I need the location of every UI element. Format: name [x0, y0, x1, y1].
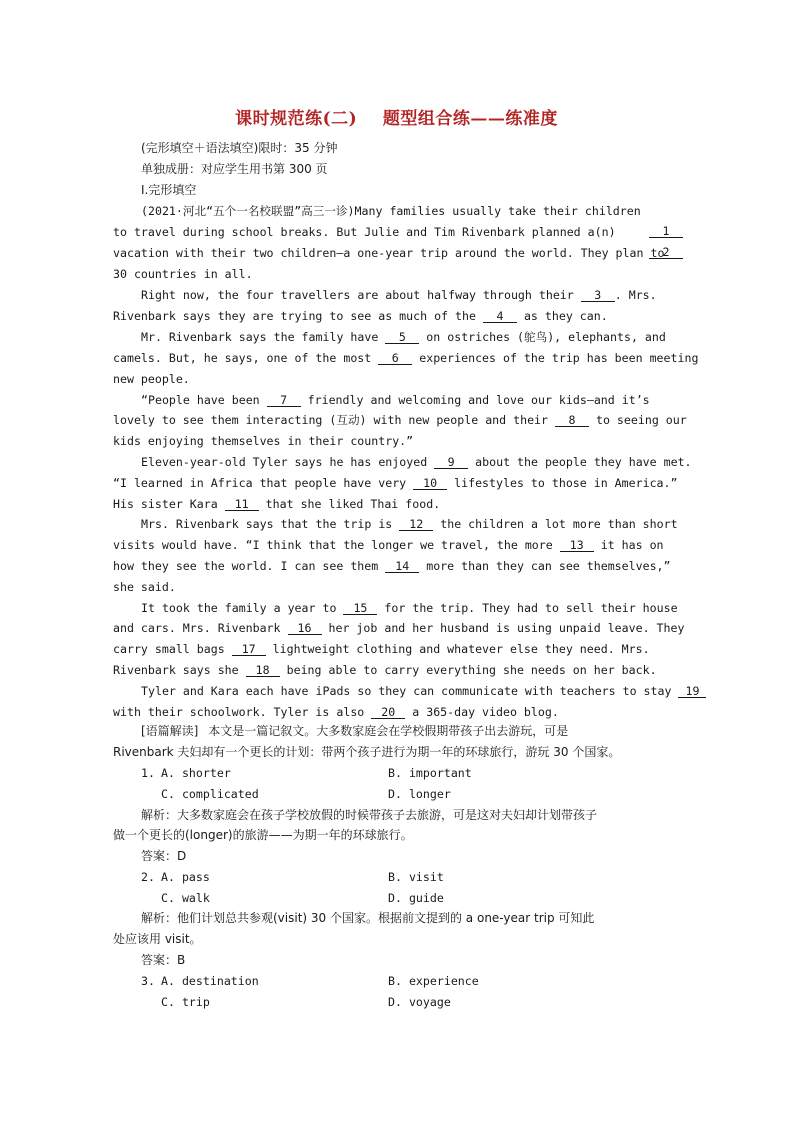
passage-text: camels. But, he says, one of the most [113, 351, 372, 365]
passage-text: and cars. Mrs. Rivenbark [113, 621, 281, 635]
passage-text: on ostriches (鸵鸟), elephants, and [426, 330, 666, 344]
passage-text: as they can. [523, 309, 608, 323]
passage-text: lifestyles to those in America.” [454, 476, 678, 490]
passage-line [113, 621, 683, 635]
passage-text: it has on [600, 538, 664, 552]
passage-text: vacation with their two children—a one-year trip around the world. They plan to [113, 246, 665, 260]
blank-16: 16 [288, 622, 322, 635]
passage-line [141, 684, 700, 698]
passage-line [113, 309, 683, 323]
option-b: B. experience [388, 974, 479, 988]
passage-line [113, 413, 687, 427]
passage-text: Eleven-year-old Tyler says he has enjoyed [141, 455, 428, 469]
blank-4: 4 [483, 310, 517, 323]
passage-line [141, 601, 683, 615]
passage-text: her job and her husband is using unpaid leave. They [328, 621, 685, 635]
analysis-line [141, 724, 683, 738]
blank-13: 13 [560, 539, 594, 552]
passage-text: Right now, the four travellers are about halfway through their [141, 288, 574, 302]
blank-2: 2 [649, 246, 683, 259]
passage-text: with their schoolwork. Tyler is also [113, 705, 365, 719]
analysis-text: 本文是一篇记叙文。大多数家庭会在学校假期带孩子出去游玩，可是 [208, 724, 569, 738]
passage-text: about the people they have met. [475, 455, 692, 469]
blank-7: 7 [267, 394, 301, 407]
passage-text: that she liked Thai food. [265, 497, 441, 511]
blank-17: 17 [232, 643, 266, 656]
passage-text: carry small bags [113, 642, 225, 656]
passage-text: lovely to see them interacting (互动) with new people and their [113, 413, 549, 427]
passage-line [141, 288, 683, 302]
option-b: B. important [388, 766, 472, 780]
blank-19: 19 [678, 685, 706, 698]
passage-line [113, 246, 683, 260]
page-title: 课时规范练(二) 题型组合练——练准度 [235, 109, 558, 129]
passage-text: being able to carry everything she needs on her back. [286, 663, 657, 677]
option-c: C. trip [161, 995, 210, 1009]
blank-8: 8 [555, 414, 589, 427]
passage-text: “I learned in Africa that people have very [113, 476, 407, 490]
question-number: 1. [141, 766, 155, 780]
passage-text: Tyler and Kara each have iPads so they can communicate with teachers to stay [141, 684, 672, 698]
blank-6: 6 [378, 352, 412, 365]
option-d: D. voyage [388, 995, 451, 1009]
passage-text: visits would have. “I think that the longer we travel, the more [113, 538, 553, 552]
passage-text: It took the family a year to [141, 601, 337, 615]
explanation-line: 解析：大多数家庭会在孩子学校放假的时候带孩子去旅游，可是这对夫妇却计划带孩子 [141, 808, 598, 822]
answer-line: 答案：D [141, 849, 187, 863]
explanation-line: 处应该用 visit。 [113, 932, 202, 946]
option-a: A. shorter [161, 766, 231, 780]
passage-line [113, 705, 683, 719]
passage-line [113, 351, 699, 365]
passage-text: His sister Kara [113, 497, 218, 511]
passage-line [113, 642, 683, 656]
passage-text: . Mrs. [614, 288, 657, 302]
passage-line [113, 225, 683, 239]
passage-line: (2021·河北“五个一名校联盟”高三一诊)Many families usually take their children [141, 204, 641, 218]
passage-line [141, 330, 683, 344]
option-c: C. complicated [161, 787, 259, 801]
passage-line: kids enjoying themselves in their country.” [113, 434, 414, 448]
passage-text: lightweight clothing and whatever else they need. Mrs. [272, 642, 650, 656]
blank-1: 1 [649, 225, 683, 238]
analysis-line: Rivenbark 夫妇却有一个更长的计划：带两个孩子进行为期一年的环球旅行，游玩 30 个国家。 [113, 745, 621, 759]
passage-text: for the trip. They had to sell their house [384, 601, 678, 615]
passage-line: 30 countries in all. [113, 267, 253, 281]
passage-text: experiences of the trip has been meeting [419, 351, 699, 365]
blank-12: 12 [399, 518, 433, 531]
passage-line [141, 517, 683, 531]
answer-line: 答案：B [141, 953, 186, 967]
option-d: D. guide [388, 891, 444, 905]
blank-9: 9 [434, 456, 468, 469]
passage-line [113, 497, 683, 511]
passage-line [113, 538, 683, 552]
explanation-line: 解析：他们计划总共参观(visit) 30 个国家。根据前文提到的 a one-year trip 可知此 [141, 911, 595, 925]
passage-text: Rivenbark says they are trying to see as much of the [113, 309, 476, 323]
option-b: B. visit [388, 870, 444, 884]
blank-14: 14 [385, 560, 419, 573]
passage-line [113, 559, 683, 573]
blank-15: 15 [343, 602, 377, 615]
passage-line [141, 393, 683, 407]
passage-line [113, 476, 683, 490]
question-number: 2. [141, 870, 155, 884]
passage-text: more than they can see themselves,” [426, 559, 671, 573]
passage-text: to seeing our [595, 413, 687, 427]
time-limit-line: (完形填空＋语法填空)限时：35 分钟 [141, 141, 338, 155]
passage-text: Mrs. Rivenbark says that the trip is [141, 517, 393, 531]
option-d: D. longer [388, 787, 451, 801]
passage-line [141, 455, 692, 469]
passage-line [113, 663, 683, 677]
explanation-line: 做一个更长的(longer)的旅游——为期一年的环球旅行。 [113, 828, 413, 842]
passage-text: to travel during school breaks. But Julie and Tim Rivenbark planned a(n) [113, 225, 616, 239]
blank-18: 18 [246, 664, 280, 677]
passage-line: new people. [113, 372, 190, 386]
option-a: A. pass [161, 870, 210, 884]
blank-10: 10 [413, 477, 447, 490]
blank-20: 20 [371, 706, 405, 719]
passage-line: she said. [113, 580, 176, 594]
passage-text: friendly and welcoming and love our kids—and it’s [307, 393, 650, 407]
question-number: 3. [141, 974, 155, 988]
option-a: A. destination [161, 974, 259, 988]
book-reference-line: 单独成册：对应学生用书第 300 页 [141, 162, 328, 176]
passage-text: the children a lot more than short [440, 517, 678, 531]
blank-5: 5 [385, 331, 419, 344]
passage-text: “People have been [141, 393, 260, 407]
passage-text: a 365-day video blog. [412, 705, 559, 719]
option-c: C. walk [161, 891, 210, 905]
analysis-label: [语篇解读] [141, 724, 199, 738]
passage-text: how they see the world. I can see them [113, 559, 379, 573]
passage-text: Mr. Rivenbark says the family have [141, 330, 379, 344]
section-heading: Ⅰ.完形填空 [141, 183, 197, 197]
blank-11: 11 [225, 498, 259, 511]
blank-3: 3 [581, 289, 615, 302]
passage-text: Rivenbark says she [113, 663, 239, 677]
